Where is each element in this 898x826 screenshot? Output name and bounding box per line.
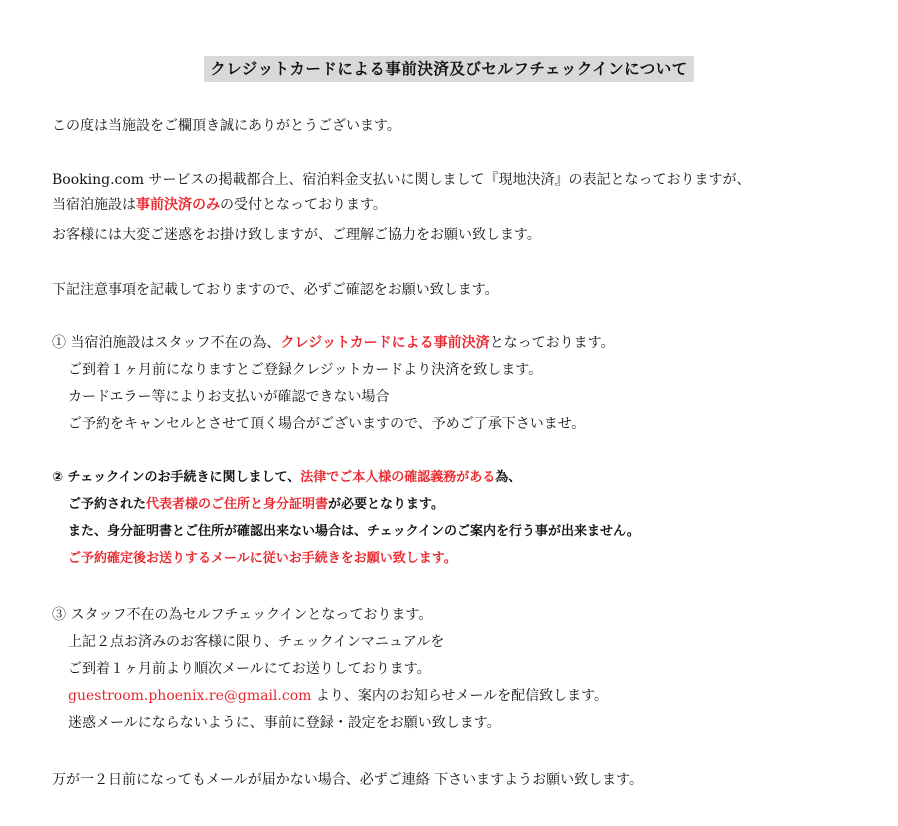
page-title: クレジットカードによる事前決済及びセルフチェックインについて — [204, 56, 694, 82]
item-2-line-4: ご予約確定後お送りするメールに従いお手続きをお願い致します。 — [68, 551, 457, 566]
notice-text: 下記注意事項を記載しておりますので、必ずご確認をお願い致します。 — [52, 282, 499, 298]
item-2-line-3: また、身分証明書とご住所が確認出来ない場合は、チェックインのご案内を行う事が出来ません。 — [68, 524, 640, 539]
paragraph-1-line-3: お客様には大変ご迷惑をお掛け致しますが、ご理解ご協力をお願い致します。 — [52, 227, 541, 243]
item-3-line-2: 上記２点お済みのお客様に限り、チェックインマニュアルを — [68, 634, 445, 650]
paragraph-1-line-2: 当宿泊施設は事前決済のみの受付となっております。 — [52, 197, 387, 213]
paragraph-1-line-1: Booking.com サービスの掲載都合上、宿泊料金支払いに関しまして『現地決済』の表記となっておりますが、 — [52, 172, 751, 188]
item-1-line-1: ① 当宿泊施設はスタッフ不在の為、クレジットカードによる事前決済となっております。 — [52, 335, 615, 351]
item-3-line-3: ご到着１ヶ月前より順次メールにてお送りしております。 — [68, 661, 431, 677]
item-2-line-2: ご予約された代表者様のご住所と身分証明書が必要となります。 — [68, 497, 444, 512]
item-1-line-4: ご予約をキャンセルとさせて頂く場合がございますので、予めご了承下さいませ。 — [68, 416, 586, 432]
legal-obligation-highlight: 法律でご本人様の確認義務がある — [300, 470, 496, 485]
credit-card-prepayment-highlight: クレジットカードによる事前決済 — [280, 335, 490, 351]
prepayment-only-highlight: 事前決済のみ — [136, 197, 220, 213]
greeting-text: この度は当施設をご欄頂き誠にありがとうございます。 — [52, 118, 401, 134]
email-address-link[interactable]: guestroom.phoenix.re@gmail.com — [68, 688, 312, 704]
closing-text: 万が一２日前になってもメールが届かない場合、必ずご連絡 下さいますようお願い致します。 — [52, 772, 644, 788]
address-id-highlight: 代表者様のご住所と身分証明書 — [146, 497, 329, 512]
item-2-line-1: ② チェックインのお手続きに関しまして、法律でご本人様の確認義務がある為、 — [52, 470, 522, 485]
item-3-line-4: guestroom.phoenix.re@gmail.com より、案内のお知らせメールを配信致します。 — [68, 688, 609, 704]
item-3-line-1: ③ スタッフ不在の為セルフチェックインとなっております。 — [52, 607, 433, 623]
item-1-line-2: ご到着１ヶ月前になりますとご登録クレジットカードより決済を致します。 — [68, 362, 543, 378]
item-1-line-3: カードエラー等によりお支払いが確認できない場合 — [68, 389, 390, 405]
item-3-line-5: 迷惑メールにならないように、事前に登録・設定をお願い致します。 — [68, 715, 501, 731]
